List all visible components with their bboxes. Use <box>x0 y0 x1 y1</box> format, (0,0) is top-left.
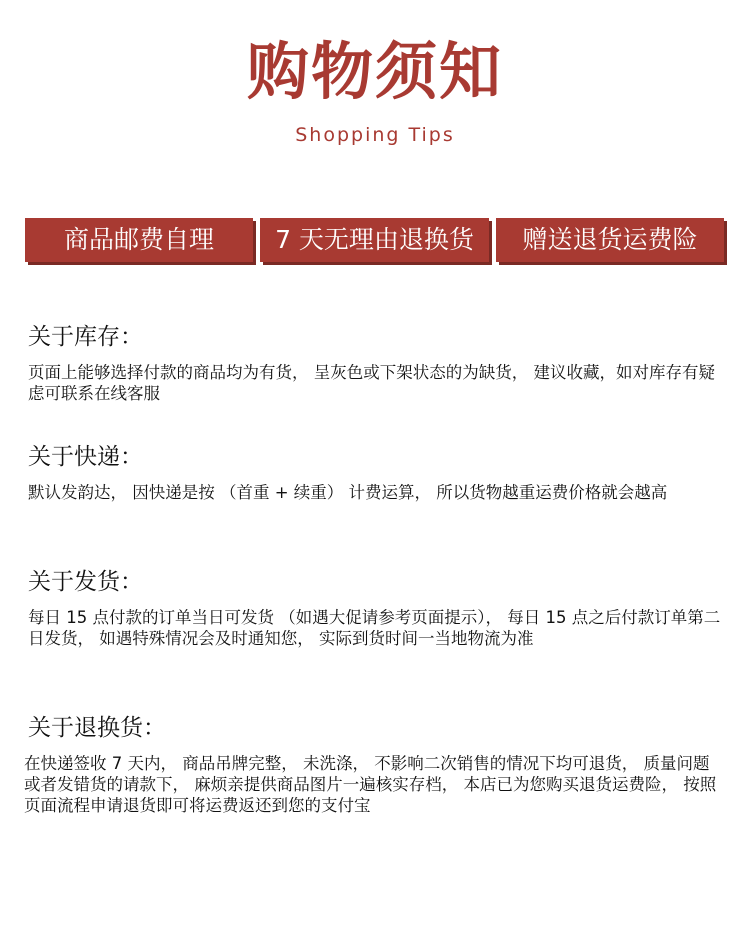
tag-return-insurance: 赠送退货运费险 <box>496 218 724 262</box>
section-body: 页面上能够选择付款的商品均为有货， 呈灰色或下架状态的为缺货， 建议收藏，如对库存有疑虑可联系在线客服 <box>28 363 715 403</box>
section-title: 关于快递： <box>28 444 143 470</box>
section-inventory <box>28 322 728 404</box>
section-body: 每日 15 点付款的订单当日可发货 （如遇大促请参考页面提示）， 每日 15 点之后付款订单第二日发货， 如遇特殊情况会及时通知您， 实际到货时间一当地物流为准 <box>28 608 721 648</box>
section-express <box>28 442 728 503</box>
tag-seven-day-return: 7 天无理由退换货 <box>260 218 489 262</box>
section-body: 在快递签收 7 天内， 商品吊牌完整， 未洗涤， 不影响二次销售的情况下均可退货， 质量问题或者发错货的请款下， 麻烦亲提供商品图片一遍核实存档， 本店已为您购买退货运费险， 按照页面流程申请退货即可将运费返还到您的支付宝 <box>24 754 717 815</box>
section-returns <box>24 713 724 816</box>
section-title: 关于发货： <box>28 569 143 595</box>
section-title: 关于退换货： <box>28 715 166 741</box>
feature-tags <box>0 218 750 262</box>
tag-shipping-fee: 商品邮费自理 <box>25 218 253 262</box>
section-body: 默认发韵达， 因快递是按 （首重 + 续重） 计费运算， 所以货物越重运费价格就会越高 <box>28 483 668 502</box>
section-title: 关于库存： <box>28 324 143 350</box>
section-dispatch <box>28 567 728 649</box>
page-subtitle: Shopping Tips <box>295 124 455 146</box>
page-title: 购物须知 <box>246 35 503 108</box>
